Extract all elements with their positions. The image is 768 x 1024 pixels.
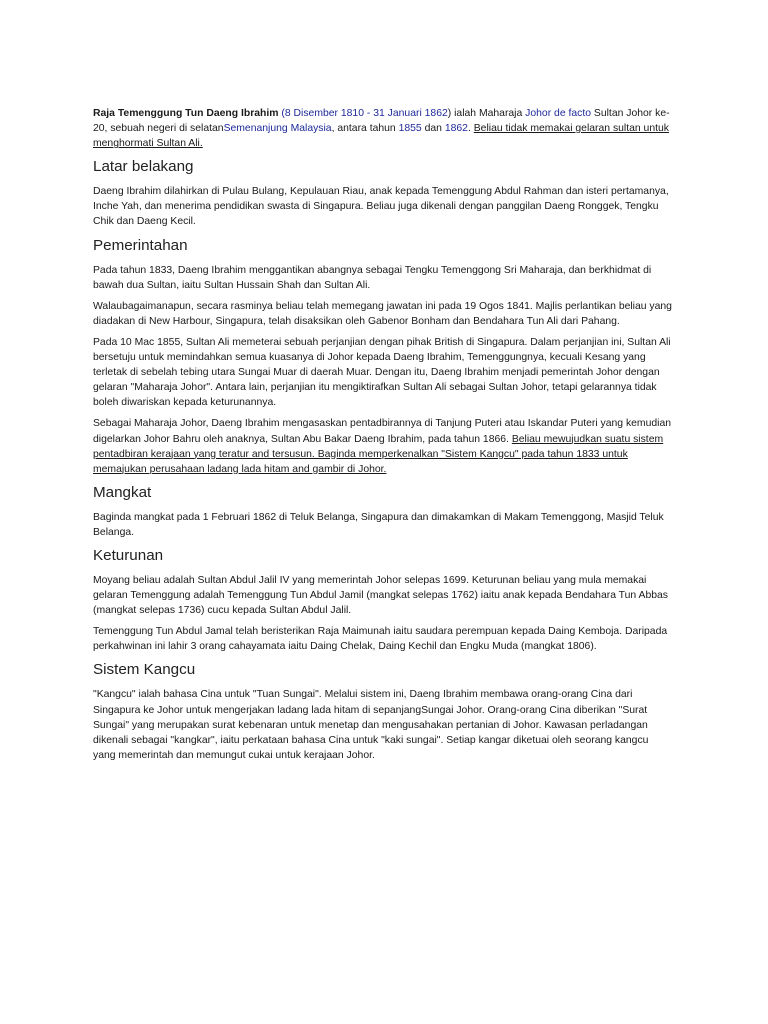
paragraph: Pada tahun 1833, Daeng Ibrahim menggantikan abangnya sebagai Tengku Temenggong Sri Maharaja, dan berkhidmat di bawah dua Sultan, iaitu Sultan Hussain Shah dan Sultan Ali. — [93, 264, 652, 291]
intro-text: . — [467, 123, 474, 135]
underlined-note: Beliau mewujudkan suatu sistem pentadbiran kerajaan yang teratur and tersusun. Baginda memperkenalkan "Sistem Kangcu" pada tahun 1833 untuk memajukan perusahaan ladang lada hitam and gambir di Johor. — [93, 433, 664, 475]
paragraph: Baginda mangkat pada 1 Februari 1862 di Teluk Belanga, Singapura dan dimakamkan di Makam Temenggong, Masjid Teluk Belanga. — [93, 511, 664, 538]
heading-mangkat: Mangkat — [93, 483, 152, 501]
paragraph: Temenggung Tun Abdul Jamal telah beristerikan Raja Maimunah iaitu saudara perempuan kepada Daing Kemboja. Daripada perkahwinan ini lahir 3 orang cahayamata iaitu Daing Chelak, Daing Kechil dan Engku Muda (mangkat 1806). — [93, 626, 668, 653]
heading-latar-belakang: Latar belakang — [93, 158, 194, 176]
paragraph-text: Sebagai Maharaja Johor, Daeng Ibrahim mengasaskan pentadbirannya di Tanjung Puteri atau Iskandar Puteri yang kemudian digelarkan Johor Bahru oleh anaknya, Sultan Abu Bakar Daeng Ibrahim, pada tahun 1866. — [93, 418, 672, 445]
malaysia-link[interactable]: Semenanjung Malaysia — [223, 123, 332, 135]
heading-pemerintahan: Pemerintahan — [93, 236, 188, 254]
intro-text: ) ialah Maharaja — [447, 108, 526, 119]
paragraph: Moyang beliau adalah Sultan Abdul Jalil IV yang memerintah Johor selepas 1699. Keturunan beliau yang mula memakai gelaran Temenggung adalah Temenggung Tun Abdul Jamil (mangkat selepas 1762) iaitu anak kepada Bendahara Tun Abbas (mangkat selepas 1736) cucu kepada Sultan Abdul Jalil. — [93, 574, 668, 617]
subject-name: Raja Temenggung Tun Daeng Ibrahim — [93, 108, 279, 119]
paragraph: Daeng Ibrahim dilahirkan di Pulau Bulang, Kepulauan Riau, anak kepada Temenggung Abdul Rahman dan isteri pertamanya, Inche Yah, dan menerima pendidikan swasta di Singapura. Beliau juga dikenali dengan panggilan Daeng Ronggek, Tengku Chik dan Daeng Kecil. — [93, 186, 669, 228]
article — [93, 106, 673, 769]
paragraph: Pada 10 Mac 1855, Sultan Ali memeterai sebuah perjanjian dengan pihak British di Singapura. Dalam perjanjian ini, Sultan Ali bersetuju untuk memindahkan semua kuasanya di Johor kepada Daeng Ibrahim, Temenggungnya, kecuali Kesang yang terletak di sebelah tebing utara Sungai Muar di daerah Muar. Dengan itu, Daeng Ibrahim menjadi pemerintah Johor dengan gelaran "Maharaja Johor". Antara lain, perjanjian itu mengiktirafkan Sultan Ali sebagai Sultan Johor, tetapi gelarannya tidak boleh diwariskan kepada keturunannya. — [93, 336, 671, 409]
paragraph — [93, 416, 673, 476]
year-1862-link[interactable]: 1862 — [444, 123, 468, 135]
intro-text: dan — [421, 123, 445, 135]
intro-paragraph — [93, 106, 673, 151]
intro-text: Sultan Johor ke-20, sebuah negeri di selatan — [93, 108, 670, 135]
heading-keturunan: Keturunan — [93, 546, 164, 564]
johor-link[interactable]: Johor de facto — [525, 108, 592, 119]
paragraph: "Kangcu" ialah bahasa Cina untuk "Tuan Sungai". Melalui sistem ini, Daeng Ibrahim membawa orang-orang Cina dari Singapura ke Johor untuk mengerjakan ladang lada hitam di sepanjangSungai Johor. Orang-orang Cina diberikan "Surat Sungai" yang merupakan surat kebenaran untuk menetap dan mengusahakan pertanian di Johor. Kawasan perladangan dikenali sebagai "kangkar", iaitu perkataan bahasa Cina untuk "kaki sungai". Setiap kangar diketuai oleh seorang kangcu yang memerintah dan memungut cukai untuk kerajaan Johor. — [93, 689, 649, 761]
intro-text: , antara tahun — [331, 123, 399, 135]
year-1855-link[interactable]: 1855 — [398, 123, 422, 135]
dates-link[interactable]: (8 Disember 1810 - 31 Januari 1862 — [281, 108, 448, 119]
paragraph: Walaubagaimanapun, secara rasminya beliau telah memegang jawatan ini pada 19 Ogos 1841. Majlis perlantikan beliau yang diadakan di New Harbour, Singapura, telah disaksikan oleh Gabenor Bonham dan Bendahara Tun Ali dari Pahang. — [93, 300, 672, 327]
underlined-note: Beliau tidak memakai gelaran sultan untuk menghormati Sultan Ali. — [93, 123, 669, 150]
heading-sistem-kangcu: Sistem Kangcu — [93, 661, 196, 679]
